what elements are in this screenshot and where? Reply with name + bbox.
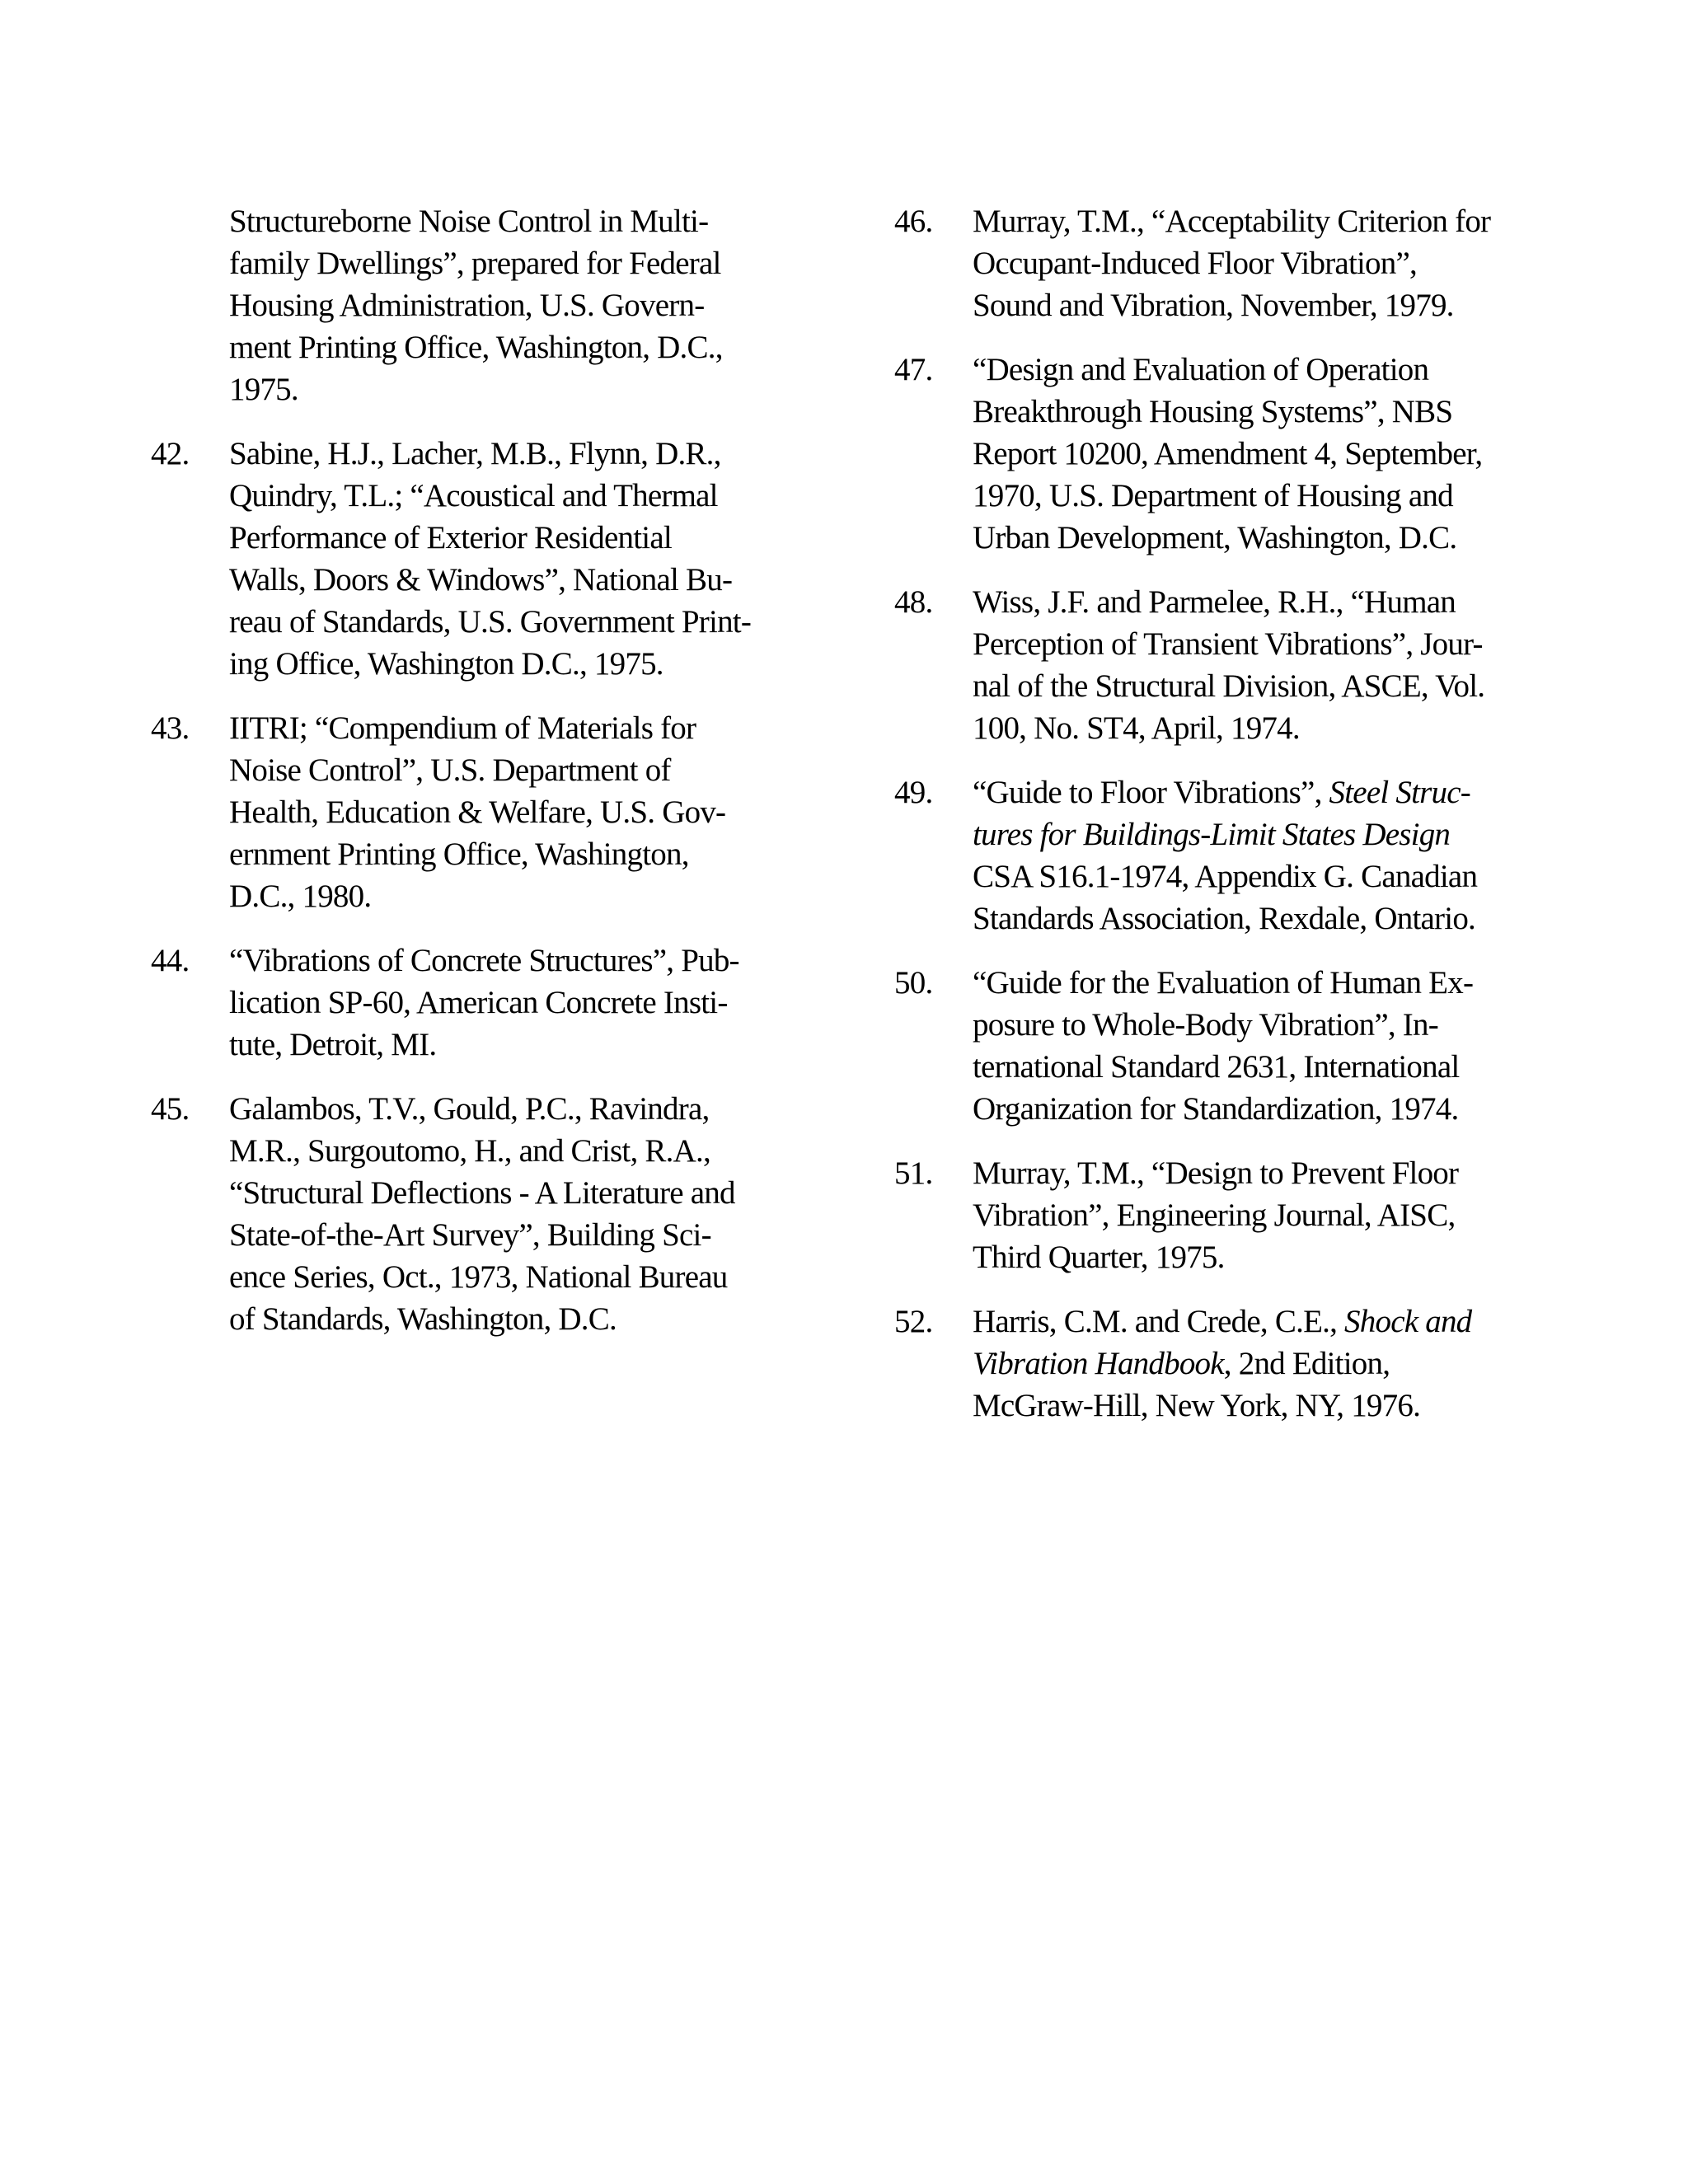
reference-item — [151, 433, 804, 685]
reference-segment: Vibration”, Engineering Journal, AISC, — [973, 1197, 1456, 1233]
reference-segment: Breakthrough Housing Systems”, NBS — [973, 394, 1453, 429]
reference-line — [229, 1024, 804, 1066]
reference-segment: Structureborne Noise Control in Multi- — [229, 204, 709, 239]
reference-line — [973, 898, 1547, 940]
reference-segment: ernment Printing Office, Washington, — [229, 837, 689, 872]
references-column-right — [894, 200, 1547, 1449]
reference-line — [229, 791, 804, 833]
reference-segment-italic: tures for Buildings-Limit States Design — [973, 817, 1451, 852]
reference-text — [229, 1088, 804, 1340]
reference-segment: 100, No. ST4, April, 1974. — [973, 710, 1300, 746]
reference-line — [229, 601, 804, 643]
reference-line — [229, 875, 804, 917]
reference-text — [229, 940, 804, 1066]
reference-line — [229, 517, 804, 559]
reference-number: 44. — [151, 943, 190, 978]
reference-text — [973, 1152, 1547, 1278]
reference-segment: Walls, Doors & Windows”, National Bu- — [229, 562, 733, 598]
reference-number: 49. — [894, 775, 933, 810]
reference-line — [973, 1236, 1547, 1278]
reference-segment: IITRI; “Compendium of Materials for — [229, 710, 696, 746]
reference-line — [229, 1214, 804, 1256]
reference-segment: tute, Detroit, MI. — [229, 1027, 437, 1062]
reference-line — [973, 665, 1547, 707]
reference-segment-italic: Vibration Handbook — [973, 1346, 1224, 1381]
reference-segment: “Guide to Floor Vibrations”, — [973, 775, 1329, 810]
references-column-left — [151, 200, 804, 1449]
reference-line — [229, 982, 804, 1024]
reference-segment: Wiss, J.F. and Parmelee, R.H., “Human — [973, 584, 1456, 620]
reference-item — [894, 349, 1547, 559]
reference-segment: lication SP-60, American Concrete Insti- — [229, 985, 728, 1020]
reference-segment: Galambos, T.V., Gould, P.C., Ravindra, — [229, 1091, 710, 1127]
reference-number — [151, 200, 229, 410]
reference-segment: Report 10200, Amendment 4, September, — [973, 436, 1483, 471]
reference-line — [973, 284, 1547, 326]
reference-number: 43. — [151, 710, 190, 746]
reference-line — [973, 771, 1547, 813]
reference-segment: nal of the Structural Division, ASCE, Vol. — [973, 668, 1485, 704]
reference-line — [973, 623, 1547, 665]
reference-line — [229, 1130, 804, 1172]
reference-line — [973, 1088, 1547, 1130]
reference-line — [229, 200, 804, 242]
reference-line — [973, 433, 1547, 475]
reference-line — [229, 940, 804, 982]
reference-segment: posure to Whole-Body Vibration”, In- — [973, 1007, 1438, 1043]
reference-line — [229, 1298, 804, 1340]
reference-line — [973, 391, 1547, 433]
reference-item — [894, 1301, 1547, 1427]
reference-line — [229, 433, 804, 475]
reference-segment: family Dwellings”, prepared for Federal — [229, 246, 721, 281]
reference-item — [151, 707, 804, 917]
reference-line — [973, 349, 1547, 391]
reference-segment: Harris, C.M. and Crede, C.E., — [973, 1304, 1345, 1339]
reference-number: 45. — [151, 1091, 190, 1127]
reference-line — [229, 559, 804, 601]
reference-segment: of Standards, Washington, D.C. — [229, 1301, 617, 1337]
reference-line — [973, 475, 1547, 517]
reference-line — [229, 1256, 804, 1298]
reference-line — [973, 1046, 1547, 1088]
reference-line — [229, 749, 804, 791]
reference-line — [229, 284, 804, 326]
reference-item — [894, 771, 1547, 940]
reference-line — [229, 475, 804, 517]
reference-segment: Third Quarter, 1975. — [973, 1240, 1225, 1275]
reference-segment: Urban Development, Washington, D.C. — [973, 520, 1457, 555]
reference-segment: 1975. — [229, 372, 298, 407]
reference-line — [229, 368, 804, 410]
reference-line — [973, 1194, 1547, 1236]
reference-segment: Perception of Transient Vibrations”, Jour- — [973, 626, 1483, 662]
reference-line — [229, 326, 804, 368]
reference-segment: ence Series, Oct., 1973, National Bureau — [229, 1259, 728, 1295]
references-page — [151, 200, 1547, 1449]
reference-segment: McGraw-Hill, New York, NY, 1976. — [973, 1388, 1421, 1423]
reference-segment: State-of-the-Art Survey”, Building Sci- — [229, 1217, 711, 1253]
reference-line — [973, 1343, 1547, 1385]
reference-line — [973, 813, 1547, 855]
reference-segment: Sound and Vibration, November, 1979. — [973, 288, 1454, 323]
reference-segment: 1970, U.S. Department of Housing and — [973, 478, 1453, 513]
reference-segment: Housing Administration, U.S. Govern- — [229, 288, 705, 323]
reference-text — [973, 1301, 1547, 1427]
reference-line — [973, 1152, 1547, 1194]
reference-segment: Performance of Exterior Residential — [229, 520, 672, 555]
reference-line — [973, 707, 1547, 749]
reference-line — [973, 1301, 1547, 1343]
reference-segment: “Design and Evaluation of Operation — [973, 352, 1429, 387]
reference-segment: Murray, T.M., “Acceptability Criterion for — [973, 204, 1491, 239]
reference-segment: , 2nd Edition, — [1223, 1346, 1390, 1381]
reference-segment: Sabine, H.J., Lacher, M.B., Flynn, D.R., — [229, 436, 721, 471]
reference-segment: D.C., 1980. — [229, 879, 372, 914]
reference-line — [973, 1004, 1547, 1046]
reference-segment: ing Office, Washington D.C., 1975. — [229, 646, 663, 682]
reference-line — [229, 1172, 804, 1214]
reference-line — [973, 242, 1547, 284]
reference-item — [894, 200, 1547, 326]
reference-text — [229, 433, 804, 685]
reference-segment-italic: Shock and — [1344, 1304, 1472, 1339]
reference-number: 47. — [894, 352, 933, 387]
reference-item — [151, 200, 804, 410]
reference-segment: “Vibrations of Concrete Structures”, Pub- — [229, 943, 739, 978]
reference-number: 51. — [894, 1155, 933, 1191]
reference-line — [229, 643, 804, 685]
reference-segment: “Guide for the Evaluation of Human Ex- — [973, 965, 1474, 1001]
reference-line — [229, 1088, 804, 1130]
reference-text — [973, 349, 1547, 559]
reference-number: 52. — [894, 1304, 933, 1339]
reference-line — [229, 242, 804, 284]
reference-line — [973, 855, 1547, 898]
reference-number: 48. — [894, 584, 933, 620]
reference-segment: M.R., Surgoutomo, H., and Crist, R.A., — [229, 1133, 710, 1169]
reference-line — [973, 517, 1547, 559]
reference-segment-italic: Steel Struc- — [1329, 775, 1471, 810]
reference-segment: Occupant-Induced Floor Vibration”, — [973, 246, 1417, 281]
reference-segment: Standards Association, Rexdale, Ontario. — [973, 901, 1476, 936]
reference-text — [973, 962, 1547, 1130]
reference-number: 50. — [894, 965, 933, 1001]
reference-text — [229, 707, 804, 917]
reference-text — [973, 771, 1547, 940]
reference-segment: CSA S16.1-1974, Appendix G. Canadian — [973, 859, 1478, 894]
reference-segment: Murray, T.M., “Design to Prevent Floor — [973, 1155, 1459, 1191]
reference-segment: ment Printing Office, Washington, D.C., — [229, 330, 723, 365]
reference-line — [229, 833, 804, 875]
reference-line — [229, 707, 804, 749]
reference-number: 46. — [894, 204, 933, 239]
reference-segment: Organization for Standardization, 1974. — [973, 1091, 1459, 1127]
reference-item — [894, 1152, 1547, 1278]
reference-text — [973, 581, 1547, 749]
reference-segment: Health, Education & Welfare, U.S. Gov- — [229, 794, 726, 830]
reference-segment: ternational Standard 2631, International — [973, 1049, 1460, 1085]
reference-line — [973, 200, 1547, 242]
reference-item — [894, 962, 1547, 1130]
reference-item — [151, 1088, 804, 1340]
reference-item — [894, 581, 1547, 749]
reference-segment: reau of Standards, U.S. Government Print- — [229, 604, 752, 640]
reference-number: 42. — [151, 436, 190, 471]
reference-text — [229, 200, 804, 410]
reference-segment: Quindry, T.L.; “Acoustical and Thermal — [229, 478, 718, 513]
reference-segment: “Structural Deflections - A Literature and — [229, 1175, 735, 1211]
reference-item — [151, 940, 804, 1066]
reference-line — [973, 1385, 1547, 1427]
reference-line — [973, 581, 1547, 623]
reference-text — [973, 200, 1547, 326]
reference-segment: Noise Control”, U.S. Department of — [229, 752, 671, 788]
reference-line — [973, 962, 1547, 1004]
